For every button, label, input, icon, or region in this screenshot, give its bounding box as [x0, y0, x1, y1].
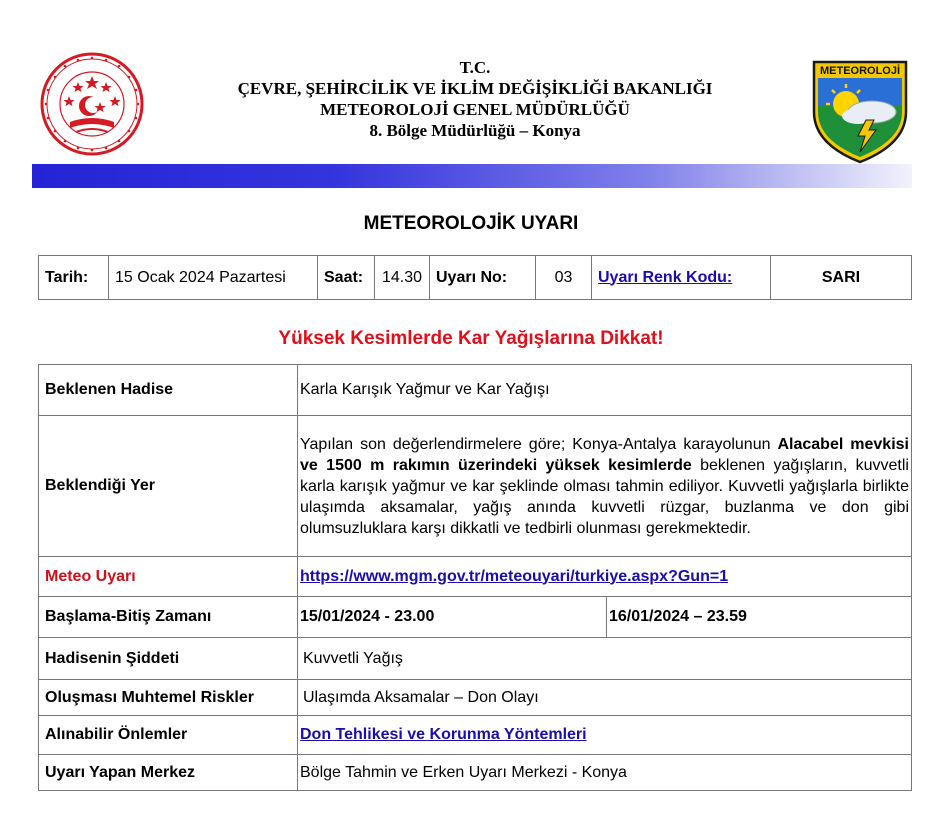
letterhead-text — [150, 57, 800, 141]
risks-value: Ulaşımda Aksamalar – Don Olayı — [298, 680, 912, 716]
letterhead-line-region: 8. Bölge Müdürlüğü – Konya — [369, 121, 581, 140]
measures-label: Alınabilir Önlemler — [39, 716, 298, 755]
period-start: 15/01/2024 - 23.00 — [298, 597, 607, 638]
date-label: Tarih: — [39, 256, 109, 300]
time-label: Saat: — [318, 256, 375, 300]
meteo-warning-label: Meteo Uyarı — [39, 557, 298, 597]
row-period — [39, 597, 912, 638]
location-text-2: beklenen yağışların, kuvvetli karla karışık yağmur ve kar şeklinde olması tahmin ediliyor. Kuvvetli yağışlarla birlikte ulaşımda aksamalar, yağış anında kuvvetli rüzgar, buzlanma ve don gibi olumsuzluklara karşı dikkatli ve tedbirli olunması gerekmektedir. — [300, 456, 909, 537]
row-expected-event — [39, 365, 912, 416]
row-center — [39, 755, 912, 791]
severity-label: Hadisenin Şiddeti — [39, 638, 298, 680]
date-value: 15 Ocak 2024 Pazartesi — [109, 256, 318, 300]
warning-no-value: 03 — [536, 256, 592, 300]
document-title: METEOROLOJİK UYARI — [363, 213, 579, 234]
center-label: Uyarı Yapan Merkez — [39, 755, 298, 791]
row-severity — [39, 638, 912, 680]
row-location — [39, 416, 912, 557]
expected-event-value: Karla Karışık Yağmur ve Kar Yağışı — [298, 365, 912, 416]
location-description — [298, 416, 912, 557]
row-measures — [39, 716, 912, 755]
letterhead — [0, 0, 942, 160]
warning-headline: Yüksek Kesimlerde Kar Yağışlarına Dikkat! — [278, 328, 664, 349]
meteoroloji-logo-icon — [810, 58, 910, 164]
letterhead-line-directorate: METEOROLOJİ GENEL MÜDÜRLÜĞÜ — [320, 100, 630, 119]
row-meteo-warning — [39, 557, 912, 597]
center-value: Bölge Tahmin ve Erken Uyarı Merkezi - Konya — [298, 755, 912, 791]
ministry-seal-icon — [40, 52, 144, 156]
warning-details-table — [38, 364, 912, 791]
meta-row — [39, 256, 912, 300]
location-label: Beklendiği Yer — [39, 416, 298, 557]
color-code-label-cell — [592, 256, 771, 300]
row-risks — [39, 680, 912, 716]
location-text-bold: Alacabel mevkisi ve 1500 m rakımın üzerindeki yüksek kesimlerde — [300, 435, 909, 474]
meteo-warning-link[interactable]: https://www.mgm.gov.tr/meteouyari/turkiye.aspx?Gun=1 — [300, 567, 729, 585]
header-gradient-band — [32, 164, 912, 188]
period-end: 16/01/2024 – 23.59 — [607, 597, 912, 638]
measures-link-cell — [298, 716, 912, 755]
color-code-value: SARI — [771, 256, 912, 300]
time-value: 14.30 — [375, 256, 430, 300]
location-text-1: Yapılan son değerlendirmelere göre; Konya-Antalya karayolunun — [300, 435, 778, 453]
measures-link[interactable]: Don Tehlikesi ve Korunma Yöntemleri — [300, 726, 587, 743]
logo-text: METEOROLOJİ — [819, 65, 901, 77]
color-code-link[interactable]: Uyarı Renk Kodu: — [598, 268, 733, 286]
warning-no-label: Uyarı No: — [430, 256, 536, 300]
risks-label: Oluşması Muhtemel Riskler — [39, 680, 298, 716]
period-label: Başlama-Bitiş Zamanı — [39, 597, 298, 638]
meteo-warning-link-cell — [298, 557, 912, 597]
letterhead-line-ministry: ÇEVRE, ŞEHİRCİLİK VE İKLİM DEĞİŞİKLİĞİ BAKANLIĞI — [237, 79, 713, 98]
severity-value: Kuvvetli Yağış — [298, 638, 912, 680]
warning-meta-table — [38, 255, 912, 300]
letterhead-line-tc: T.C. — [459, 58, 491, 77]
expected-event-label: Beklenen Hadise — [39, 365, 298, 416]
